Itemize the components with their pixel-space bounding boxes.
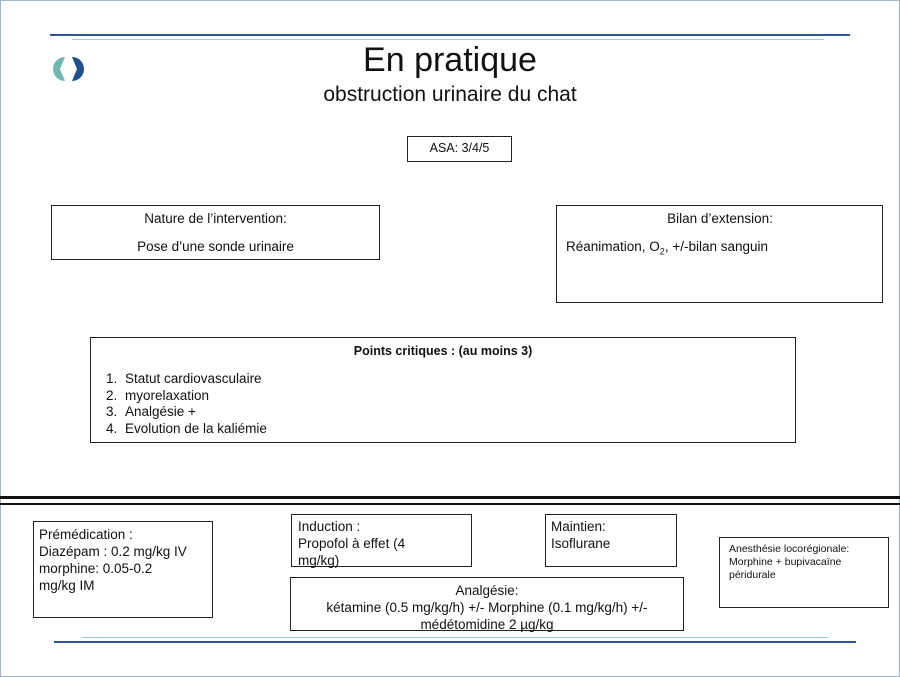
locoregional-box [719,537,889,608]
bottom-rule-blue [54,641,856,643]
induction-box [291,514,472,567]
analgesia-heading: Analgésie: [455,583,519,598]
separator-rule-bottom [0,503,900,505]
bilan-text: Réanimation, $O_2$, +/-bilan sanguin [566,239,769,257]
maintien-box [545,514,677,567]
critical-points-box [90,337,796,443]
premedication-line: morphine: 0.05-0.2 [39,561,153,576]
maintien-heading: Maintien: [551,519,606,534]
list-item: 1. Statut cardiovasculaire [121,371,795,388]
separator-rule-top [0,496,900,499]
premedication-box [33,521,213,618]
page-title: En pratique [363,41,537,79]
list-item: 2. myorelaxation [121,388,795,405]
maintien-text: Isoflurane [551,536,611,551]
bottom-rule-light [82,637,828,638]
asa-label: ASA: 3/4/5 [429,141,490,155]
asa-box [407,136,512,162]
analgesia-box [290,577,684,631]
nature-heading: Nature de l’intervention: [144,211,287,226]
bilan-heading: Bilan d’extension: [667,211,773,226]
induction-line: mg/kg) [298,553,340,568]
premedication-heading: Prémédication : [39,527,133,542]
premedication-line: Diazépam : 0.2 mg/kg IV [39,544,187,559]
logo-icon [50,56,92,82]
locoregional-line: Morphine + bupivacaïne [729,556,842,568]
analgesia-line: médétomidine 2 µg/kg [420,617,554,632]
list-item: 3. Analgésie + [121,404,795,421]
page-subtitle: obstruction urinaire du chat [323,83,577,106]
induction-heading: Induction : [298,519,361,534]
locoregional-line: péridurale [729,569,776,581]
analgesia-line: kétamine (0.5 mg/kg/h) +/- Morphine (0.1 mg/kg/h) +/- [326,600,648,615]
bilan-box [556,205,883,303]
nature-box [51,205,380,260]
induction-line: Propofol à effet (4 [298,536,406,551]
locoregional-heading: Anesthésie locorégionale: [729,543,850,555]
premedication-line: mg/kg IM [39,578,95,593]
list-item: 4. Evolution de la kaliémie [121,421,795,438]
nature-text: Pose d’une sonde urinaire [137,239,294,254]
top-rule-blue [50,34,850,36]
critical-list [91,371,795,437]
critical-heading: Points critiques : (au moins 3) [353,344,533,358]
